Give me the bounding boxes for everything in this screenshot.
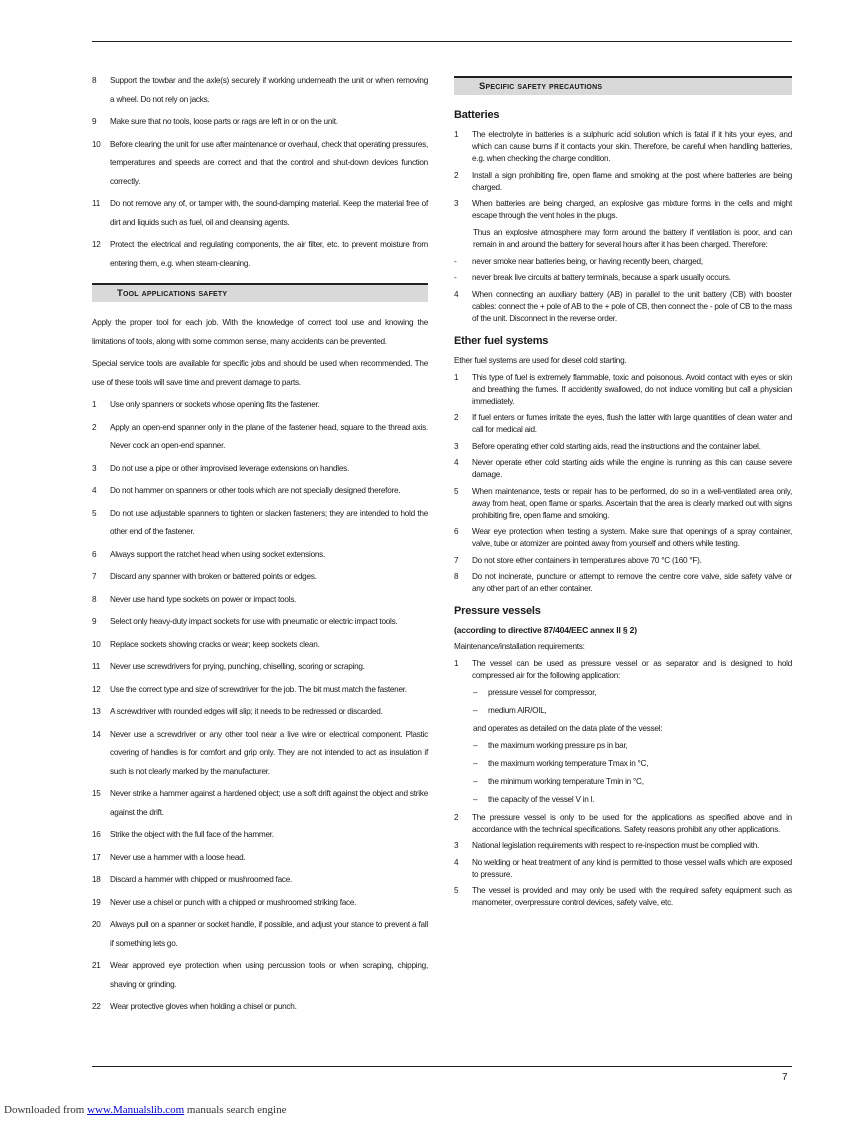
item-number: 4 [454,458,459,467]
item-number: 18 [92,875,101,884]
item-number: 6 [454,527,459,536]
dash-bullet: – [473,794,478,804]
pressure-heading: Pressure vessels [454,605,541,617]
item-number: 2 [454,170,459,180]
dash-bullet: – [473,687,478,697]
item-text: Always pull on a spanner or socket handle, if possible, and adjust your stance to prevent a fall if something lets go. [110,920,428,948]
item-text: Wear eye protection when testing a system. Make sure that openings of a spray container, valve, tube or atomizer are pointed away from yourself and others while testing. [472,527,792,548]
item-text: Discard a hammer with chipped or mushroomed face. [110,875,293,884]
item-text: The vessel can be used as pressure vessel or as separator and is designed to hold compressed air for the following application: [472,659,792,680]
item-text: If fuel enters or fumes irritate the eyes, flush the latter with large quantities of clean water and call for medical aid. [472,413,792,434]
item-number: 13 [92,707,101,716]
specific-precautions-heading: Specific safety precautions [454,76,792,95]
item-number: 3 [92,463,97,473]
item-text: When connecting an auxiliary battery (AB) in parallel to the unit battery (CB) with booster cables: connect the + pole of AB to the + pole of CB, then connect the - pole of CB to the mass of the unit. Disconnect in the reverse order. [472,289,792,323]
sub-list-item [454,705,792,717]
sub-item-text: medium AIR/OIL, [488,705,547,715]
list-item [454,885,792,909]
item-text: When maintenance, tests or repair has to be performed, do so in a well-ventilated area only, away from heat, open flame or sparks. Ascertain that the area is clearly marked out with signs prohibiting fire, open flame and smoking. [472,486,792,520]
item-number: 2 [92,422,97,432]
item-number: 4 [454,289,459,299]
item-number: 21 [92,961,101,970]
list-item [454,256,792,268]
item-text: Strike the object with the full face of the hammer. [110,830,274,839]
pressure-list [454,812,792,910]
footer-rule [92,1066,792,1067]
list-item [92,72,428,109]
left-column [92,72,428,1021]
pressure-note: and operates as detailed on the data plate of the vessel: [473,723,663,733]
item-text: The pressure vessel is only to be used for the applications as specified above and in accordance with the technical specifications. Safety reasons prohibit any other applications. [472,812,792,834]
tool-intro-paragraph-2: Special service tools are available for specific jobs and should be used when recommended. The use of these tools will save time and prevent damage to parts. [92,359,428,387]
item-number: 1 [454,130,459,139]
item-number: 12 [92,684,101,694]
list-item [92,113,428,132]
item-text: Make sure that no tools, loose parts or rags are left in or on the unit. [110,117,338,126]
item-number: 12 [92,240,101,249]
batteries-dash-list [454,256,792,285]
list-item [92,505,428,542]
item-number: 5 [454,886,459,895]
item-number: 4 [454,857,459,867]
item-text: A screwdriver with rounded edges will slip; it needs to be redressed or discarded. [110,707,383,716]
ether-intro: Ether fuel systems are used for diesel cold starting. [454,355,627,365]
item-number: 20 [92,920,101,929]
item-number: 11 [92,662,100,671]
sub-item-text: the maximum working temperature Tmax in °C, [488,758,649,768]
item-number: 5 [92,508,97,518]
tool-safety-heading: Tool applications safety [92,283,428,302]
item-number: 2 [454,812,459,822]
list-item [454,658,792,682]
item-text: Wear protective gloves when holding a chisel or punch. [110,1002,297,1011]
sub-list-item [454,776,792,788]
list-item [92,546,428,565]
item-text: This type of fuel is extremely flammable, toxic and poisonous. Avoid contact with eyes or skin and breathing the fumes. If accidently swallowed, do not induce vomiting but call a physician immediately. [472,372,792,406]
header-rule [92,41,792,42]
download-footer [4,1104,286,1116]
list-item [454,372,792,408]
list-item [92,396,428,415]
item-text: Use only spanners or sockets whose opening fits the fastener. [110,400,320,409]
item-number: 4 [92,486,97,495]
item-text: Before operating ether cold starting aids, read the instructions and the container label. [472,441,761,451]
list-item [454,198,792,222]
pressure-directive: (according to directive 87/404/EEC annex II § 2) [454,625,637,635]
item-number: 3 [454,841,459,850]
item-text: Protect the electrical and regulating components, the air filter, etc. to prevent moisture from entering them, e.g. when steam-cleaning. [110,240,428,268]
item-number: 8 [92,594,97,604]
item-number: 9 [92,117,97,126]
list-item [92,460,428,479]
sub-list-item [454,794,792,806]
item-number: 3 [454,441,459,451]
list-item [92,916,428,953]
list-item [454,840,792,852]
list-item [92,482,428,501]
item-text: Never use a screwdriver or any other tool near a live wire or electrical component. Plastic covering of handles is for comfort and grip only. They are not intended to act as insulation if such is not clearly marked by the manufacturer. [110,729,428,776]
list-item [92,998,428,1017]
item-number: 1 [92,400,97,409]
list-item [454,812,792,836]
item-number: 5 [454,486,459,496]
item-text: never smoke near batteries being, or having recently been, charged, [472,256,703,266]
sub-item-text: the capacity of the vessel V in l. [488,794,595,804]
batteries-note: Thus an explosive atmosphere may form around the battery if ventilation is poor, and can remain in and around the battery for several hours after it has been charged. Therefore: [473,227,792,249]
general-safety-list [92,72,428,273]
item-number: 6 [92,549,97,559]
list-item [454,272,792,284]
item-number: 8 [92,76,97,85]
item-text: Never strike a hammer against a hardened object; use a soft drift against the object and strike against the drift. [110,789,428,817]
item-text: Do not hammer on spanners or other tools which are not specially designed therefore. [110,486,401,495]
sub-item-text: the minimum working temperature Tmin in °C, [488,776,644,786]
item-number: 22 [92,1002,101,1011]
list-item [454,170,792,194]
right-column [454,72,792,914]
item-text: Support the towbar and the axle(s) securely if working underneath the unit or when removing a wheel. Do not rely on jacks. [110,76,428,104]
list-item [454,129,792,165]
item-number: 3 [454,199,459,208]
list-item [92,726,428,782]
sub-item-text: pressure vessel for compressor, [488,687,597,697]
list-item [92,591,428,610]
item-text: The vessel is provided and may only be used with the required safety equipment such as manometer, overpressure control devices, safety valve, etc. [472,886,792,907]
item-number: 11 [92,199,100,208]
ether-heading: Ether fuel systems [454,334,549,347]
item-text: Discard any spanner with broken or battered points or edges. [110,572,317,581]
manualslib-link[interactable]: www.Manualslib.com [87,1104,185,1116]
item-number: - [454,256,457,266]
item-text: Install a sign prohibiting fire, open flame and smoking at the post where batteries are being charged. [472,170,792,192]
dash-bullet: – [473,705,478,715]
footer-suffix: manuals search engine [184,1104,287,1116]
item-number: 1 [454,372,459,382]
ether-list [454,372,792,596]
item-number: - [454,273,457,282]
list-item [454,441,792,453]
list-item [92,785,428,822]
item-text: Select only heavy-duty impact sockets for use with pneumatic or electric impact tools. [110,617,398,626]
list-item [454,555,792,567]
list-item [92,681,428,700]
list-item [454,457,792,481]
list-item [92,658,428,677]
list-item [92,703,428,722]
item-number: 16 [92,830,101,839]
list-item [92,136,428,192]
item-number: 10 [92,139,101,149]
tool-intro-paragraph: Apply the proper tool for each job. With the knowledge of correct tool use and knowing the limitations of tools, along with some common sense, many accidents can be prevented. [92,318,428,346]
list-item [92,871,428,890]
pressure-application-list [454,687,792,717]
list-item [92,419,428,456]
item-text: Wear approved eye protection when using percussion tools or when scraping, chipping, shaving or grinding. [110,961,428,989]
list-item [454,526,792,550]
list-item [454,486,792,522]
list-item [92,826,428,845]
list-item [454,289,792,325]
list-item [454,857,792,881]
item-number: 8 [454,572,459,581]
item-text: Before clearing the unit for use after maintenance or overhaul, check that operating pressures, temperatures and speeds are correct and that the control and shut-down devices function correctly. [110,139,428,186]
list-item [92,957,428,994]
item-text: Use the correct type and size of screwdriver for the job. The bit must match the fastener. [110,684,407,694]
footer-prefix: Downloaded from [4,1104,88,1116]
item-text: Never operate ether cold starting aids while the engine is running as this can cause severe damage. [472,458,792,479]
item-number: 1 [454,659,459,668]
item-number: 17 [92,852,101,862]
item-text: Never use hand type sockets on power or impact tools. [110,594,297,604]
list-item [92,568,428,587]
list-item [92,849,428,868]
item-number: 9 [92,617,97,626]
pressure-intro: Maintenance/installation requirements: [454,642,585,651]
batteries-list [454,129,792,222]
list-item [92,613,428,632]
list-item [92,894,428,913]
tool-safety-list [92,396,428,1017]
item-text: National legislation requirements with respect to re-inspection must be complied with. [472,841,760,850]
item-number: 7 [92,572,97,581]
item-text: Do not remove any of, or tamper with, the sound-damping material. Keep the material free of dirt and liquids such as fuel, oil and cleansing agents. [110,199,428,227]
item-text: Replace sockets showing cracks or wear; keep sockets clean. [110,639,320,649]
item-text: Never use screwdrivers for prying, punching, chiselling, scoring or scraping. [110,662,365,671]
sub-list-item [454,687,792,699]
item-number: 14 [92,729,101,739]
item-number: 19 [92,897,101,907]
dash-bullet: – [473,758,478,768]
sub-item-text: the maximum working pressure ps in bar, [488,740,628,750]
dash-bullet: – [473,740,478,750]
item-text: Do not use adjustable spanners to tighten or slacken fasteners; they are intended to hold the other end of the fastener. [110,508,428,536]
list-item [92,236,428,273]
list-item [454,412,792,436]
item-text: Never use a chisel or punch with a chipped or mushroomed striking face. [110,897,357,907]
page-number: 7 [782,1072,788,1083]
item-text: Apply an open-end spanner only in the plane of the fastener head, square to the thread axis. Never cock an open-end spanner. [110,422,428,450]
item-number: 2 [454,413,459,422]
sub-list-item [454,740,792,752]
sub-list-item [454,758,792,770]
batteries-heading: Batteries [454,109,500,121]
item-text: Do not store ether containers in temperatures above 70 °C (160 °F). [472,555,702,565]
item-number: 10 [92,639,101,649]
item-text: The electrolyte in batteries is a sulphuric acid solution which is fatal if it hits your eyes, and which can cause burns if it contacts your skin. Therefore, be careful when handling batteries, e.g. when checking the charge condition. [472,130,792,163]
item-text: Do not incinerate, puncture or attempt to remove the centre core valve, side safety valve or any other part of an ether container. [472,572,792,593]
item-text: Always support the ratchet head when using socket extensions. [110,549,326,559]
item-number: 15 [92,789,101,798]
item-text: never break live circuits at battery terminals, because a spark usually occurs. [472,273,731,282]
item-text: Do not use a pipe or other improvised leverage extensions on handles. [110,463,349,473]
item-text: When batteries are being charged, an explosive gas mixture forms in the cells and might escape through the vent holes in the plugs. [472,199,792,220]
pressure-dataplate-list [454,740,792,806]
item-text: No welding or heat treatment of any kind is permitted to those vessel walls which are exposed to pressure. [472,857,792,879]
item-number: 7 [454,555,459,565]
list-item [92,636,428,655]
item-text: Never use a hammer with a loose head. [110,852,246,862]
list-item [92,195,428,232]
dash-bullet: – [473,776,478,786]
list-item [454,571,792,595]
